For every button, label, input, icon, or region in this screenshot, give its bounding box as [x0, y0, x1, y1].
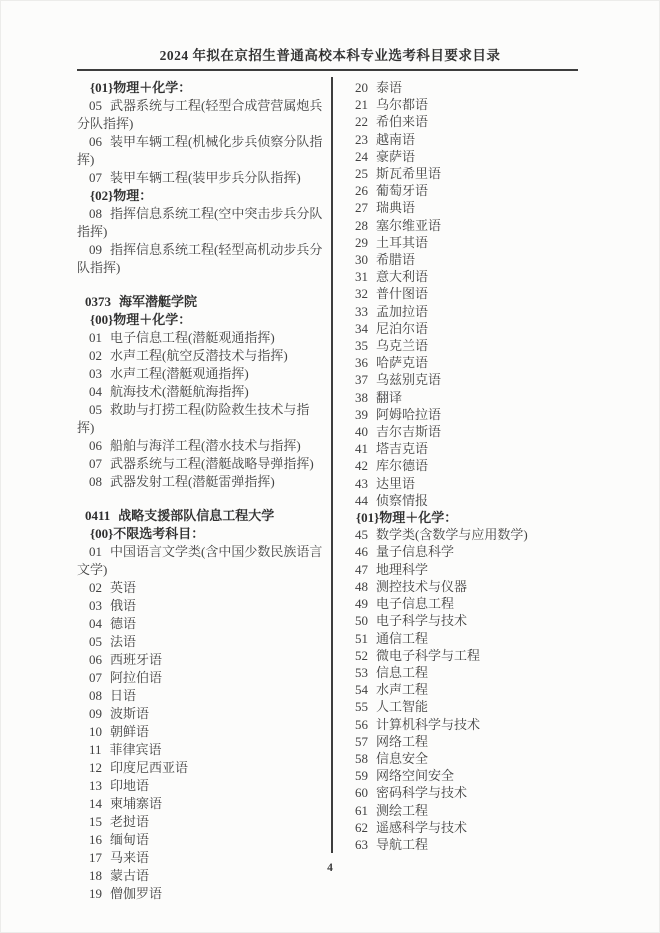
major-item	[77, 723, 325, 741]
university-name: 战略支援部队信息工程大学	[118, 508, 275, 523]
item-number: 29	[355, 234, 368, 250]
major-name: 信息安全	[376, 750, 429, 766]
major-name: 侦察情报	[376, 492, 429, 508]
item-number: 42	[355, 458, 368, 474]
subject-requirement-heading: {00}物理＋化学：	[90, 312, 192, 327]
right-column	[343, 79, 578, 853]
major-name: 法语	[110, 634, 137, 649]
major-item	[343, 217, 578, 234]
major-item	[343, 182, 578, 199]
item-number: 31	[355, 269, 368, 285]
item-number: 44	[355, 492, 368, 508]
item-number: 03	[89, 598, 102, 613]
major-name: 电子科学与技术	[376, 613, 468, 629]
major-item	[77, 329, 325, 347]
major-name: 希伯来语	[376, 114, 429, 130]
major-item	[343, 492, 578, 509]
item-number: 40	[355, 424, 368, 440]
major-item	[77, 813, 325, 831]
item-number: 48	[355, 578, 368, 594]
major-name: 波斯语	[110, 706, 150, 721]
item-number: 07	[89, 670, 102, 685]
major-name: 水声工程(潜艇观通指挥)	[110, 366, 249, 381]
item-number: 13	[89, 778, 102, 793]
major-item	[343, 113, 578, 130]
major-item	[343, 630, 578, 647]
item-number: 43	[355, 475, 368, 491]
major-name: 孟加拉语	[376, 303, 429, 319]
item-number: 04	[89, 384, 102, 399]
major-name: 乌尔都语	[376, 97, 429, 113]
major-item	[343, 79, 578, 96]
item-number: 06	[89, 438, 102, 453]
major-name: 装甲车辆工程(机械化步兵侦察分队指挥)	[77, 134, 323, 167]
major-name: 印地语	[110, 778, 150, 793]
major-item	[343, 647, 578, 664]
item-number: 46	[355, 544, 368, 560]
item-number: 27	[355, 200, 368, 216]
major-item	[77, 543, 325, 579]
item-number: 03	[89, 366, 102, 381]
major-name: 塞尔维亚语	[376, 217, 442, 233]
item-number: 54	[355, 682, 368, 698]
item-number: 17	[89, 850, 102, 865]
major-name: 老挝语	[110, 814, 150, 829]
major-name: 水声工程	[376, 682, 429, 698]
major-name: 日语	[110, 688, 137, 703]
major-item	[343, 475, 578, 492]
major-name: 柬埔寨语	[110, 796, 163, 811]
major-item	[77, 687, 325, 705]
major-name: 密码科学与技术	[376, 785, 468, 801]
major-name: 西班牙语	[110, 652, 163, 667]
major-name: 朝鲜语	[110, 724, 150, 739]
major-item	[343, 457, 578, 474]
content-area	[77, 79, 578, 903]
major-item	[77, 669, 325, 687]
item-number: 09	[89, 706, 102, 721]
item-number: 61	[355, 802, 368, 818]
major-name: 测控技术与仪器	[376, 578, 468, 594]
major-item	[343, 767, 578, 784]
major-name: 武器系统与工程(潜艇战略导弹指挥)	[110, 456, 314, 471]
major-item	[343, 802, 578, 819]
major-item	[343, 148, 578, 165]
item-number: 25	[355, 166, 368, 182]
item-number: 08	[89, 474, 102, 489]
university-code: 0411	[85, 508, 111, 523]
item-number: 06	[89, 652, 102, 667]
item-number: 35	[355, 338, 368, 354]
major-name: 库尔德语	[376, 458, 429, 474]
item-number: 12	[89, 760, 102, 775]
major-item	[343, 836, 578, 853]
item-number: 23	[355, 131, 368, 147]
major-name: 电子信息工程(潜艇观通指挥)	[110, 330, 275, 345]
major-name: 阿拉伯语	[110, 670, 163, 685]
left-column	[77, 79, 325, 903]
subject-requirement-heading: {02}物理：	[90, 188, 153, 203]
major-name: 计算机科学与技术	[376, 716, 481, 732]
major-item	[343, 595, 578, 612]
major-name: 葡萄牙语	[376, 183, 429, 199]
major-item	[343, 664, 578, 681]
major-item	[343, 337, 578, 354]
major-item	[343, 440, 578, 457]
item-number: 14	[89, 796, 102, 811]
major-item	[343, 389, 578, 406]
major-item	[343, 819, 578, 836]
major-name: 越南语	[376, 131, 416, 147]
item-number: 28	[355, 217, 368, 233]
major-item	[77, 651, 325, 669]
major-name: 翻译	[376, 389, 403, 405]
major-name: 导航工程	[376, 836, 429, 852]
item-number: 06	[89, 134, 102, 149]
item-number: 02	[89, 348, 102, 363]
major-name: 瑞典语	[376, 200, 416, 216]
major-name: 救助与打捞工程(防险救生技术与指挥)	[77, 402, 310, 435]
item-number: 24	[355, 148, 368, 164]
item-number: 20	[355, 80, 368, 95]
item-number: 15	[89, 814, 102, 829]
item-number: 19	[89, 886, 102, 901]
major-item	[343, 354, 578, 371]
item-number: 60	[355, 785, 368, 801]
major-item	[77, 347, 325, 365]
major-name: 武器发射工程(潜艇雷弹指挥)	[110, 474, 275, 489]
major-name: 豪萨语	[376, 148, 416, 164]
spacer	[77, 277, 325, 293]
item-number: 52	[355, 647, 368, 663]
item-number: 58	[355, 750, 368, 766]
major-item	[77, 741, 325, 759]
major-name: 希腊语	[376, 252, 416, 268]
item-number: 08	[89, 688, 102, 703]
major-name: 俄语	[110, 598, 137, 613]
item-number: 07	[89, 170, 102, 185]
item-number: 04	[89, 616, 102, 631]
item-number: 47	[355, 561, 368, 577]
major-item	[343, 371, 578, 388]
item-number: 01	[89, 330, 102, 345]
major-item	[77, 133, 325, 169]
major-item	[343, 251, 578, 268]
item-number: 30	[355, 252, 368, 268]
major-item	[77, 759, 325, 777]
subject-requirement-heading: {01}物理＋化学：	[90, 80, 192, 95]
major-name: 中国语言文学类(含中国少数民族语言文学)	[77, 544, 323, 577]
major-name: 船舶与海洋工程(潜水技术与指挥)	[110, 438, 301, 453]
item-number: 51	[355, 630, 368, 646]
major-name: 武器系统与工程(轻型合成营营属炮兵分队指挥)	[77, 98, 323, 131]
major-name: 吉尔吉斯语	[376, 424, 442, 440]
major-item	[77, 777, 325, 795]
major-item	[77, 365, 325, 383]
major-name: 量子信息科学	[376, 544, 455, 560]
major-item	[343, 285, 578, 302]
major-item	[77, 795, 325, 813]
major-item	[343, 750, 578, 767]
major-name: 德语	[110, 616, 137, 631]
major-name: 尼泊尔语	[376, 320, 429, 336]
item-number: 38	[355, 389, 368, 405]
major-name: 装甲车辆工程(装甲步兵分队指挥)	[110, 170, 301, 185]
item-number: 63	[355, 836, 368, 852]
item-number: 41	[355, 441, 368, 457]
university-heading	[77, 507, 325, 525]
item-number: 10	[89, 724, 102, 739]
major-name: 乌克兰语	[376, 338, 429, 354]
major-name: 斯瓦希里语	[376, 166, 442, 182]
major-name: 航海技术(潜艇航海指挥)	[110, 384, 249, 399]
major-item	[343, 303, 578, 320]
major-name: 测绘工程	[376, 802, 429, 818]
university-code: 0373	[85, 294, 111, 309]
major-name: 数学类(含数学与应用数学)	[376, 527, 528, 543]
item-number: 34	[355, 320, 368, 336]
major-name: 遥感科学与技术	[376, 819, 468, 835]
major-name: 微电子科学与工程	[376, 647, 481, 663]
major-name: 阿姆哈拉语	[376, 406, 442, 422]
subject-requirement-heading: {01}物理＋化学：	[356, 510, 458, 526]
spacer	[77, 491, 325, 507]
major-item	[77, 241, 325, 277]
major-item	[343, 131, 578, 148]
item-number: 16	[89, 832, 102, 847]
item-number: 01	[89, 544, 102, 559]
major-name: 缅甸语	[110, 832, 150, 847]
major-item	[77, 437, 325, 455]
major-item	[343, 320, 578, 337]
major-item	[343, 268, 578, 285]
item-number: 11	[89, 742, 102, 757]
major-name: 哈萨克语	[376, 355, 429, 371]
major-item	[343, 716, 578, 733]
major-item	[77, 169, 325, 187]
major-name: 泰语	[376, 80, 403, 95]
major-name: 电子信息工程	[376, 596, 455, 612]
item-number: 05	[89, 634, 102, 649]
major-name: 指挥信息系统工程(轻型高机动步兵分队指挥)	[77, 242, 323, 275]
major-name: 菲律宾语	[109, 742, 162, 757]
university-name: 海军潜艇学院	[119, 294, 198, 309]
major-name: 印度尼西亚语	[110, 760, 189, 775]
major-name: 蒙古语	[110, 868, 150, 883]
item-number: 26	[355, 183, 368, 199]
major-item	[77, 383, 325, 401]
item-number: 09	[89, 242, 102, 257]
item-number: 49	[355, 596, 368, 612]
item-number: 53	[355, 664, 368, 680]
item-number: 37	[355, 372, 368, 388]
major-item	[77, 885, 325, 903]
major-item	[343, 526, 578, 543]
major-item	[77, 401, 325, 437]
item-number: 18	[89, 868, 102, 883]
major-name: 地理科学	[376, 561, 429, 577]
major-item	[343, 698, 578, 715]
item-number: 21	[355, 97, 368, 113]
major-item	[77, 597, 325, 615]
page-number: 4	[327, 862, 333, 874]
item-number: 02	[89, 580, 102, 595]
page-title: 2024 年拟在京招生普通高校本科专业选考科目要求目录	[159, 48, 501, 63]
major-item	[343, 543, 578, 560]
item-number: 62	[355, 819, 368, 835]
major-item	[343, 199, 578, 216]
major-item	[77, 97, 325, 133]
major-item	[77, 579, 325, 597]
major-item	[77, 705, 325, 723]
major-item	[343, 165, 578, 182]
major-item	[343, 234, 578, 251]
item-number: 36	[355, 355, 368, 371]
major-item	[343, 406, 578, 423]
major-item	[77, 633, 325, 651]
major-item	[343, 612, 578, 629]
major-name: 英语	[110, 580, 137, 595]
major-name: 马来语	[110, 850, 150, 865]
major-name: 水声工程(航空反潜技术与指挥)	[110, 348, 288, 363]
subject-requirement-heading: {00}不限选考科目：	[90, 526, 205, 541]
major-item	[343, 561, 578, 578]
item-number: 55	[355, 699, 368, 715]
major-name: 乌兹别克语	[376, 372, 442, 388]
major-name: 意大利语	[376, 269, 429, 285]
major-item	[77, 615, 325, 633]
major-name: 僧伽罗语	[110, 886, 163, 901]
major-name: 达里语	[376, 475, 416, 491]
item-number: 39	[355, 406, 368, 422]
major-name: 网络工程	[376, 733, 429, 749]
major-name: 通信工程	[376, 630, 429, 646]
item-number: 59	[355, 768, 368, 784]
item-number: 33	[355, 303, 368, 319]
major-item	[343, 681, 578, 698]
major-name: 人工智能	[376, 699, 429, 715]
major-name: 普什图语	[376, 286, 429, 302]
major-item	[343, 423, 578, 440]
item-number: 50	[355, 613, 368, 629]
major-item	[77, 473, 325, 491]
item-number: 45	[355, 527, 368, 543]
item-number: 22	[355, 114, 368, 130]
major-item	[343, 733, 578, 750]
major-item	[77, 831, 325, 849]
item-number: 05	[89, 98, 102, 113]
major-item	[343, 784, 578, 801]
major-item	[343, 578, 578, 595]
item-number: 32	[355, 286, 368, 302]
major-name: 塔吉克语	[376, 441, 429, 457]
header-rule	[77, 69, 578, 71]
item-number: 08	[89, 206, 102, 221]
major-name: 网络空间安全	[376, 768, 455, 784]
item-number: 07	[89, 456, 102, 471]
major-item	[343, 96, 578, 113]
major-name: 指挥信息系统工程(空中突击步兵分队指挥)	[77, 206, 323, 239]
major-name: 土耳其语	[376, 234, 429, 250]
item-number: 56	[355, 716, 368, 732]
major-name: 信息工程	[376, 664, 429, 680]
item-number: 57	[355, 733, 368, 749]
item-number: 05	[89, 402, 102, 417]
major-item	[77, 455, 325, 473]
university-heading	[77, 293, 325, 311]
major-item	[77, 205, 325, 241]
